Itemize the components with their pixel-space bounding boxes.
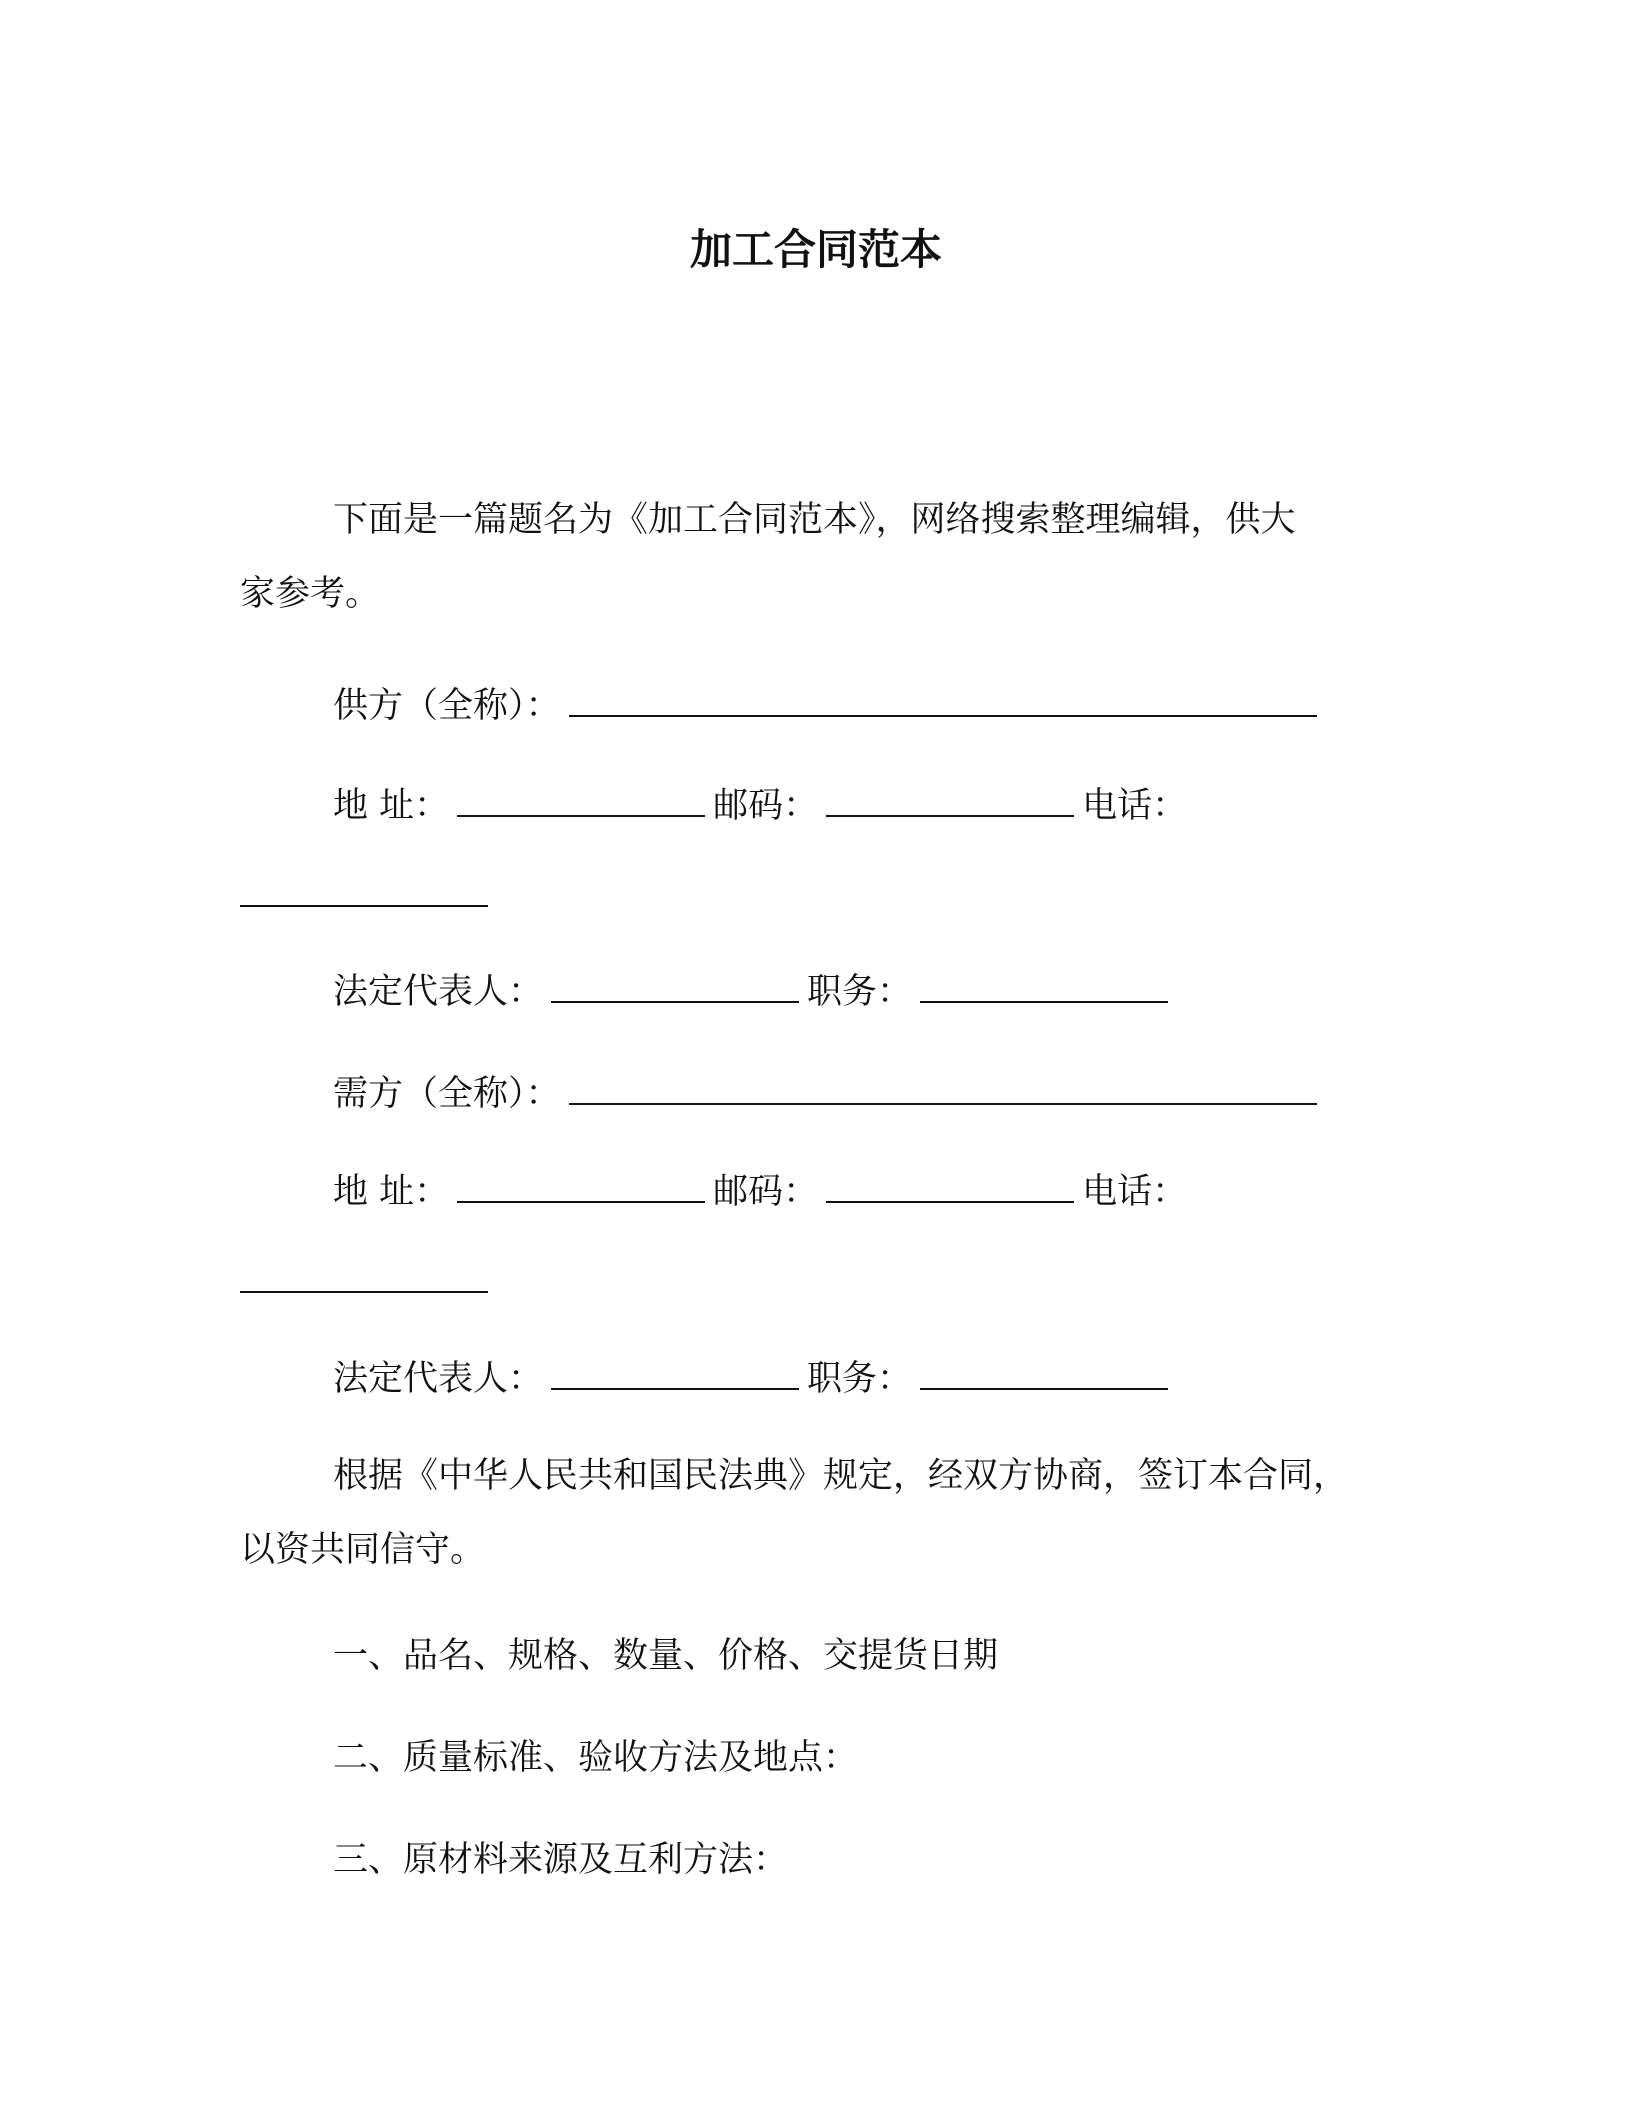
- basis-line-1: 根据《中华人民共和国民法典》规定，经双方协商，签订本合同，: [333, 1456, 1349, 1496]
- buyer-phone-row: [240, 1258, 488, 1306]
- section-heading-2: 二、质量标准、验收方法及地点：: [333, 1738, 859, 1778]
- intro-line-2: 家参考。: [240, 574, 381, 614]
- supplier-phone-row: [240, 872, 488, 920]
- buyer-rep-blank[interactable]: [551, 1387, 799, 1390]
- supplier-position-blank[interactable]: [920, 1000, 1168, 1003]
- section-heading-3: 三、原材料来源及互利方法：: [333, 1840, 789, 1880]
- buyer-postcode-blank[interactable]: [826, 1200, 1074, 1203]
- buyer-position-label: 职务：: [807, 1359, 913, 1399]
- buyer-position-blank[interactable]: [920, 1387, 1168, 1390]
- supplier-address-blank[interactable]: [457, 814, 705, 817]
- supplier-phone-label: 电话：: [1082, 786, 1188, 826]
- supplier-phone-blank[interactable]: [240, 904, 488, 907]
- supplier-rep-blank[interactable]: [551, 1000, 799, 1003]
- buyer-rep-label: 法定代表人：: [333, 1359, 544, 1399]
- buyer-address-blank[interactable]: [457, 1200, 705, 1203]
- buyer-name-label: 需方（全称）：: [333, 1074, 561, 1114]
- buyer-rep-row: [333, 1355, 1176, 1403]
- supplier-name-label: 供方（全称）：: [333, 686, 561, 726]
- supplier-postcode-label: 邮码：: [713, 786, 819, 826]
- supplier-rep-row: [333, 968, 1176, 1016]
- buyer-name-blank[interactable]: [569, 1102, 1317, 1105]
- supplier-name-blank[interactable]: [569, 714, 1317, 717]
- buyer-postcode-label: 邮码：: [713, 1172, 819, 1212]
- basis-line-2: 以资共同信守。: [240, 1530, 486, 1570]
- buyer-address-row: [333, 1168, 1187, 1216]
- supplier-position-label: 职务：: [807, 972, 913, 1012]
- document-title: 加工合同范本: [689, 225, 942, 274]
- buyer-phone-blank[interactable]: [240, 1290, 488, 1293]
- buyer-phone-label: 电话：: [1082, 1172, 1188, 1212]
- supplier-name-row: [333, 682, 1325, 730]
- buyer-address-label: 地 址：: [333, 1172, 450, 1212]
- section-heading-1: 一、品名、规格、数量、价格、交提货日期: [333, 1636, 999, 1676]
- intro-line-1: 下面是一篇题名为《加工合同范本》，网络搜索整理编辑，供大: [333, 500, 1296, 540]
- supplier-address-label: 地 址：: [333, 786, 450, 826]
- supplier-postcode-blank[interactable]: [826, 814, 1074, 817]
- supplier-address-row: [333, 782, 1187, 830]
- buyer-name-row: [333, 1070, 1325, 1118]
- supplier-rep-label: 法定代表人：: [333, 972, 544, 1012]
